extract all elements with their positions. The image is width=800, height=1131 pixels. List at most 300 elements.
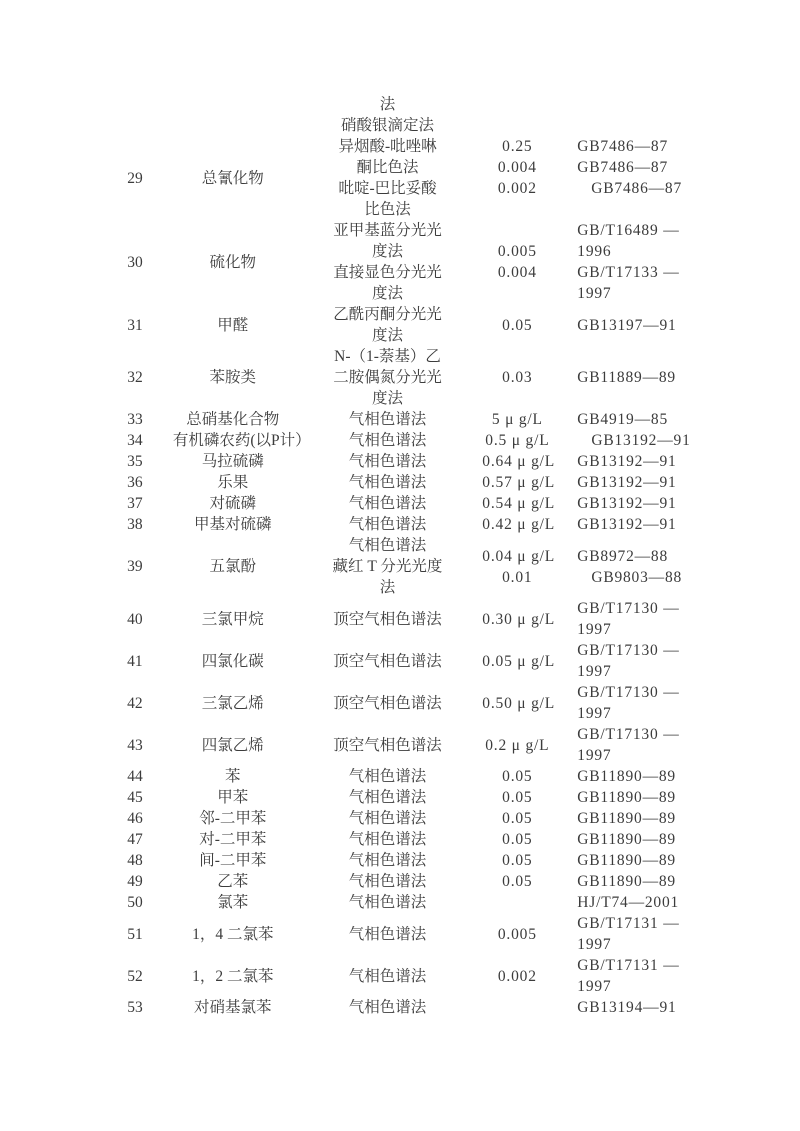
row-number-cell — [97, 136, 173, 220]
detection-limit-text: 5 μ g/L — [491, 411, 543, 428]
detection-limit-cell — [482, 871, 552, 892]
substance-cell — [173, 493, 293, 514]
method-line-text: 气相色谱法 — [348, 852, 427, 869]
method-line-text: 顶空气相色谱法 — [333, 610, 442, 628]
method-cell — [293, 682, 483, 724]
method-line-text: 度法 — [372, 390, 404, 407]
method-line-text: N-（1-萘基）乙 — [334, 348, 441, 365]
method-line-text: 吡啶-巴比妥酸 — [338, 180, 437, 197]
substance-cell — [173, 94, 293, 136]
standard-number-text: GB13192—91 — [577, 495, 677, 512]
row-number-cell — [97, 220, 173, 304]
method-cell — [293, 598, 483, 640]
method-line-text: 气相色谱法 — [348, 831, 427, 848]
method-line-text: 亚甲基蓝分光光 — [333, 222, 442, 239]
detection-limit-text — [482, 283, 552, 304]
detection-limit-cell — [482, 493, 556, 514]
method-line-text: 硝酸银滴定法 — [341, 117, 435, 134]
method-line-text: 气相色谱法 — [348, 768, 427, 785]
substance-cell — [173, 955, 293, 997]
detection-limit-cell — [482, 850, 552, 871]
substance-text: 间-二甲苯 — [199, 852, 267, 869]
row-number-text: 29 — [127, 169, 143, 187]
table-row — [97, 220, 737, 304]
substance-text: 1，2 二氯苯 — [192, 967, 274, 985]
detection-limit-cell — [482, 472, 556, 493]
standard-number-text: GB8972—88 — [577, 547, 669, 565]
method-cell — [293, 850, 483, 871]
detection-limit-text: 0.42 μ g/L — [482, 516, 556, 533]
row-number-text: 43 — [127, 736, 143, 754]
table-row — [97, 850, 737, 871]
standard-cell — [552, 766, 737, 787]
standard-cell — [552, 787, 737, 808]
substance-text: 四氯乙烯 — [201, 736, 264, 754]
detection-limit-text: 0.05 — [502, 873, 533, 890]
standard-cell — [552, 682, 737, 724]
substance-cell — [173, 136, 293, 220]
method-line-text: 度法 — [372, 285, 404, 302]
row-number-text: 40 — [127, 610, 143, 628]
table-row — [97, 787, 737, 808]
detection-limit-cell — [482, 787, 552, 808]
row-number-cell — [97, 766, 173, 787]
row-number-cell — [97, 997, 173, 1018]
method-cell — [293, 94, 483, 136]
row-number-cell — [97, 892, 173, 913]
standard-cell — [552, 892, 737, 913]
detection-limit-text: 0.04 μ g/L — [482, 547, 556, 565]
row-number-text: 48 — [127, 852, 143, 869]
row-number-cell — [97, 430, 173, 451]
standard-number-text: 1997 — [577, 285, 612, 302]
row-number-cell — [97, 955, 173, 997]
row-number-cell — [97, 493, 173, 514]
substance-text: 三氯甲烷 — [201, 610, 264, 628]
row-number-cell — [97, 94, 173, 136]
method-line-text: 气相色谱法 — [348, 453, 427, 470]
row-number-cell — [97, 451, 173, 472]
table-row — [97, 766, 737, 787]
row-number-text: 52 — [127, 967, 143, 985]
row-number-cell — [97, 850, 173, 871]
standard-cell — [552, 220, 737, 304]
row-number-cell — [97, 682, 173, 724]
row-number-cell — [97, 871, 173, 892]
standard-number-text: 1997 — [577, 747, 612, 764]
standard-number-text: GB/T17130 — — [577, 684, 680, 701]
detection-limit-text: 0.01 — [502, 568, 533, 586]
substance-cell — [173, 892, 293, 913]
detection-limit-text: 0.05 — [502, 831, 533, 848]
detection-limit-cell — [482, 409, 552, 430]
standard-cell — [552, 724, 737, 766]
detection-limit-text: 0.004 — [497, 264, 537, 281]
standard-cell — [552, 997, 737, 1018]
detection-limit-cell — [482, 766, 552, 787]
detection-limit-cell — [482, 346, 552, 409]
substance-cell — [173, 787, 293, 808]
method-line-text: 顶空气相色谱法 — [333, 652, 442, 670]
method-cell — [293, 787, 483, 808]
substance-text: 甲醛 — [217, 316, 249, 334]
standard-number-text: GB11889—89 — [577, 369, 676, 386]
detection-limit-text: 0.004 — [497, 159, 537, 176]
standard-number-text: GB/T17130 — — [577, 600, 680, 617]
standard-number-text: 1997 — [577, 663, 612, 680]
table-row — [97, 304, 737, 346]
substance-text: 甲苯 — [217, 789, 249, 806]
row-number-cell — [97, 808, 173, 829]
standard-cell — [552, 955, 737, 997]
detection-limit-text: 0.05 — [502, 852, 533, 869]
standard-number-text: GB/T17133 — — [577, 264, 680, 281]
standard-cell — [552, 808, 737, 829]
detection-limit-cell — [482, 598, 556, 640]
method-cell — [293, 766, 483, 787]
substance-text: 马拉硫磷 — [201, 453, 264, 470]
detection-limit-cell — [482, 997, 552, 1018]
standard-number-text: GB13194—91 — [577, 999, 677, 1016]
row-number-cell — [97, 346, 173, 409]
row-number-text: 34 — [127, 432, 143, 449]
standard-number-text: GB/T16489 — — [577, 222, 680, 239]
standard-cell — [552, 136, 737, 220]
method-line-text: 气相色谱法 — [348, 432, 427, 449]
method-cell — [293, 430, 483, 451]
row-number-cell — [97, 598, 173, 640]
method-line-text: 法 — [379, 579, 396, 596]
standard-cell — [552, 493, 737, 514]
detection-limit-cell — [482, 640, 556, 682]
table-row — [97, 472, 737, 493]
standard-number-text: GB/T17131 — — [577, 915, 680, 932]
method-cell — [293, 640, 483, 682]
row-number-text: 45 — [127, 789, 143, 806]
row-number-text: 42 — [127, 694, 143, 712]
standard-cell — [552, 514, 737, 535]
standard-number-text: GB13192—91 — [577, 474, 677, 491]
standard-number-text: GB13192—91 — [577, 432, 691, 449]
detection-limit-cell — [482, 808, 552, 829]
method-line-text: 气相色谱法 — [348, 537, 427, 554]
standard-number-text: GB11890—89 — [577, 789, 676, 806]
substance-text: 对硫磷 — [209, 495, 256, 512]
detection-limit-cell — [482, 94, 552, 136]
method-cell — [293, 136, 483, 220]
detection-limit-text: 0.57 μ g/L — [482, 474, 556, 491]
table-row — [97, 451, 737, 472]
substance-cell — [173, 850, 293, 871]
row-number-text: 41 — [127, 652, 143, 670]
detection-limit-cell — [482, 430, 552, 451]
row-number-text: 50 — [127, 894, 143, 911]
detection-limit-cell — [482, 220, 552, 304]
substance-cell — [173, 808, 293, 829]
detection-limit-text: 0.05 — [502, 810, 533, 827]
substance-cell — [173, 871, 293, 892]
method-cell — [293, 955, 483, 997]
row-number-text: 39 — [127, 558, 143, 575]
standard-cell — [552, 94, 737, 136]
standard-number-text: GB/T17130 — — [577, 642, 680, 659]
detection-limit-text: 0.002 — [497, 967, 537, 985]
standard-number-text: 1997 — [577, 978, 612, 995]
substance-cell — [173, 766, 293, 787]
table-row — [97, 997, 737, 1018]
row-number-text: 32 — [127, 369, 143, 386]
detection-limit-text: 0.30 μ g/L — [482, 610, 556, 628]
substance-cell — [173, 304, 293, 346]
row-number-cell — [97, 409, 173, 430]
substance-text: 总硝基化合物 — [186, 411, 280, 428]
standard-cell — [552, 598, 737, 640]
detection-limit-text: 0.05 — [502, 789, 533, 806]
row-number-cell — [97, 829, 173, 850]
method-cell — [293, 724, 483, 766]
row-number-text: 37 — [127, 495, 143, 512]
substance-cell — [173, 829, 293, 850]
substance-text: 对硝基氯苯 — [194, 999, 272, 1016]
detection-limit-text: 0.002 — [497, 180, 537, 197]
method-cell — [293, 535, 483, 598]
method-cell — [293, 871, 483, 892]
standard-number-text: GB/T17131 — — [577, 957, 680, 974]
method-line-text: 顶空气相色谱法 — [333, 736, 442, 754]
row-number-cell — [97, 640, 173, 682]
method-line-text: 法 — [379, 96, 396, 113]
row-number-cell — [97, 472, 173, 493]
table-row — [97, 598, 737, 640]
substance-cell — [173, 913, 293, 955]
row-number-text: 47 — [127, 831, 143, 848]
standard-number-text: GB11890—89 — [577, 810, 676, 827]
row-number-cell — [97, 304, 173, 346]
standard-cell — [552, 409, 737, 430]
table-row — [97, 808, 737, 829]
method-cell — [293, 409, 483, 430]
substance-text: 对-二甲苯 — [199, 831, 267, 848]
method-line-text: 气相色谱法 — [348, 999, 427, 1016]
standard-number-text: GB7486—87 — [577, 138, 668, 155]
standard-cell — [552, 451, 737, 472]
table-row — [97, 94, 737, 136]
method-cell — [293, 913, 483, 955]
detection-limit-text: 0.50 μ g/L — [482, 694, 556, 712]
standard-number-text: GB4919—85 — [577, 411, 668, 428]
table-row — [97, 136, 737, 220]
row-number-cell — [97, 514, 173, 535]
method-line-text: 气相色谱法 — [348, 411, 427, 428]
row-number-text: 53 — [127, 999, 143, 1016]
method-cell — [293, 514, 483, 535]
method-cell — [293, 472, 483, 493]
substance-cell — [173, 220, 293, 304]
substance-text: 总氰化物 — [201, 169, 264, 187]
detection-limit-text: 0.64 μ g/L — [482, 453, 556, 470]
method-line-text: 气相色谱法 — [348, 495, 427, 512]
method-line-text: 度法 — [372, 327, 404, 344]
table-row — [97, 346, 737, 409]
standard-number-text: GB/T17130 — — [577, 726, 680, 743]
row-number-text: 38 — [127, 516, 143, 533]
substance-text: 邻-二甲苯 — [199, 810, 267, 827]
method-line-text: 气相色谱法 — [348, 894, 427, 911]
detection-limit-text — [482, 199, 552, 220]
method-line-text: 藏红 T 分光光度 — [332, 558, 443, 575]
substance-text: 氯苯 — [217, 894, 249, 911]
method-cell — [293, 304, 483, 346]
row-number-text: 44 — [127, 768, 143, 785]
method-line-text: 气相色谱法 — [348, 925, 427, 943]
detection-limit-cell — [482, 514, 556, 535]
substance-cell — [173, 346, 293, 409]
detection-limit-cell — [482, 535, 556, 598]
table-row — [97, 724, 737, 766]
row-number-text: 33 — [127, 411, 143, 428]
row-number-text: 35 — [127, 453, 143, 470]
substance-cell — [173, 682, 293, 724]
method-line-text: 异烟酸-吡唑啉 — [338, 138, 437, 155]
method-line-text: 气相色谱法 — [348, 516, 427, 533]
detection-limit-text: 0.05 — [502, 768, 533, 785]
standard-number-text: GB13192—91 — [577, 453, 677, 470]
standard-cell — [552, 346, 737, 409]
standard-cell — [552, 850, 737, 871]
row-number-text: 36 — [127, 474, 143, 491]
standard-cell — [552, 829, 737, 850]
substance-cell — [173, 598, 293, 640]
standard-number-text: GB13192—91 — [577, 516, 677, 533]
detection-limit-cell — [482, 136, 552, 220]
method-line-text: 气相色谱法 — [348, 789, 427, 806]
detection-limit-cell — [482, 892, 552, 913]
substance-text — [173, 105, 293, 126]
method-cell — [293, 829, 483, 850]
detection-limit-text: 0.05 — [502, 316, 533, 334]
standard-number-text: HJ/T74—2001 — [577, 894, 680, 911]
standard-cell — [552, 535, 737, 598]
table-row — [97, 493, 737, 514]
detection-limit-text: 0.03 — [502, 369, 533, 386]
table-row — [97, 430, 737, 451]
detection-limit-cell — [482, 682, 556, 724]
method-line-text: 比色法 — [364, 201, 411, 218]
detection-limit-cell — [482, 913, 552, 955]
standard-number-text: GB11890—89 — [577, 768, 676, 785]
table-row — [97, 409, 737, 430]
substance-cell — [173, 997, 293, 1018]
table-row — [97, 829, 737, 850]
row-number-text: 31 — [127, 316, 143, 334]
method-line-text: 度法 — [372, 243, 404, 260]
substance-cell — [173, 640, 293, 682]
row-number-text: 46 — [127, 810, 143, 827]
substance-cell — [173, 535, 293, 598]
method-cell — [293, 997, 483, 1018]
detection-limit-text: 0.005 — [497, 243, 537, 260]
method-line-text: 二胺偶氮分光光 — [333, 369, 442, 386]
standard-number-text — [577, 199, 737, 220]
standard-number-text: GB7486—87 — [577, 159, 668, 176]
table-row — [97, 514, 737, 535]
method-cell — [293, 346, 483, 409]
standard-cell — [552, 913, 737, 955]
standard-number-text: GB11890—89 — [577, 831, 676, 848]
standard-cell — [552, 472, 737, 493]
standard-cell — [552, 871, 737, 892]
table-row — [97, 871, 737, 892]
substance-text: 五氯酚 — [209, 558, 256, 575]
detection-limit-cell — [482, 955, 552, 997]
standard-number-text: 1997 — [577, 705, 612, 722]
standard-number-text: GB11890—89 — [577, 873, 676, 890]
row-number-text: 30 — [127, 253, 143, 271]
substance-cell — [173, 451, 293, 472]
method-cell — [293, 892, 483, 913]
substance-cell — [173, 472, 293, 493]
method-cell — [293, 220, 483, 304]
row-number-cell — [97, 535, 173, 598]
detection-limit-text: 0.005 — [497, 925, 537, 943]
method-cell — [293, 493, 483, 514]
standard-cell — [552, 430, 737, 451]
table-row — [97, 682, 737, 724]
standard-number-text: GB11890—89 — [577, 852, 676, 869]
substance-text: 乐果 — [217, 474, 249, 491]
detection-limit-cell — [482, 829, 552, 850]
substance-cell — [172, 430, 311, 451]
table-row — [97, 913, 737, 955]
substance-text: 有机磷农药(以P计） — [172, 432, 311, 449]
standard-number-text: 1997 — [577, 936, 612, 953]
substance-text: 苯 — [225, 768, 241, 785]
detection-limit-text: 0.05 μ g/L — [482, 652, 556, 670]
method-line-text: 乙酰丙酮分光光 — [333, 306, 442, 323]
methods-table — [97, 94, 737, 1018]
substance-text: 三氯乙烯 — [201, 694, 264, 712]
substance-text: 苯胺类 — [209, 369, 257, 386]
substance-cell — [173, 724, 293, 766]
substance-text: 四氯化碳 — [201, 652, 264, 670]
detection-limit-text: 0.5 μ g/L — [485, 432, 550, 449]
table-row — [97, 892, 737, 913]
method-line-text: 顶空气相色谱法 — [333, 694, 442, 712]
standard-number-text: GB13197—91 — [577, 316, 677, 334]
detection-limit-text: 0.54 μ g/L — [482, 495, 556, 512]
standard-number-text: GB9803—88 — [577, 568, 683, 586]
row-number-cell — [97, 913, 173, 955]
method-cell — [293, 808, 483, 829]
row-number-cell — [97, 787, 173, 808]
method-line-text: 气相色谱法 — [348, 810, 427, 827]
substance-cell — [173, 409, 293, 430]
table-row — [97, 640, 737, 682]
substance-text: 乙苯 — [217, 873, 249, 890]
substance-text: 甲基对硫磷 — [193, 516, 272, 533]
detection-limit-cell — [482, 724, 552, 766]
row-number-text: 51 — [127, 925, 143, 943]
standard-number-text: 1997 — [577, 621, 612, 638]
method-line-text: 直接显色分光光 — [333, 264, 442, 281]
detection-limit-text: 0.25 — [502, 138, 533, 155]
detection-limit-text — [482, 220, 552, 241]
detection-limit-text: 0.2 μ g/L — [485, 736, 550, 754]
standard-number-text: GB7486—87 — [577, 180, 683, 197]
detection-limit-cell — [482, 451, 556, 472]
substance-text: 硫化物 — [209, 253, 257, 271]
standard-cell — [552, 640, 737, 682]
